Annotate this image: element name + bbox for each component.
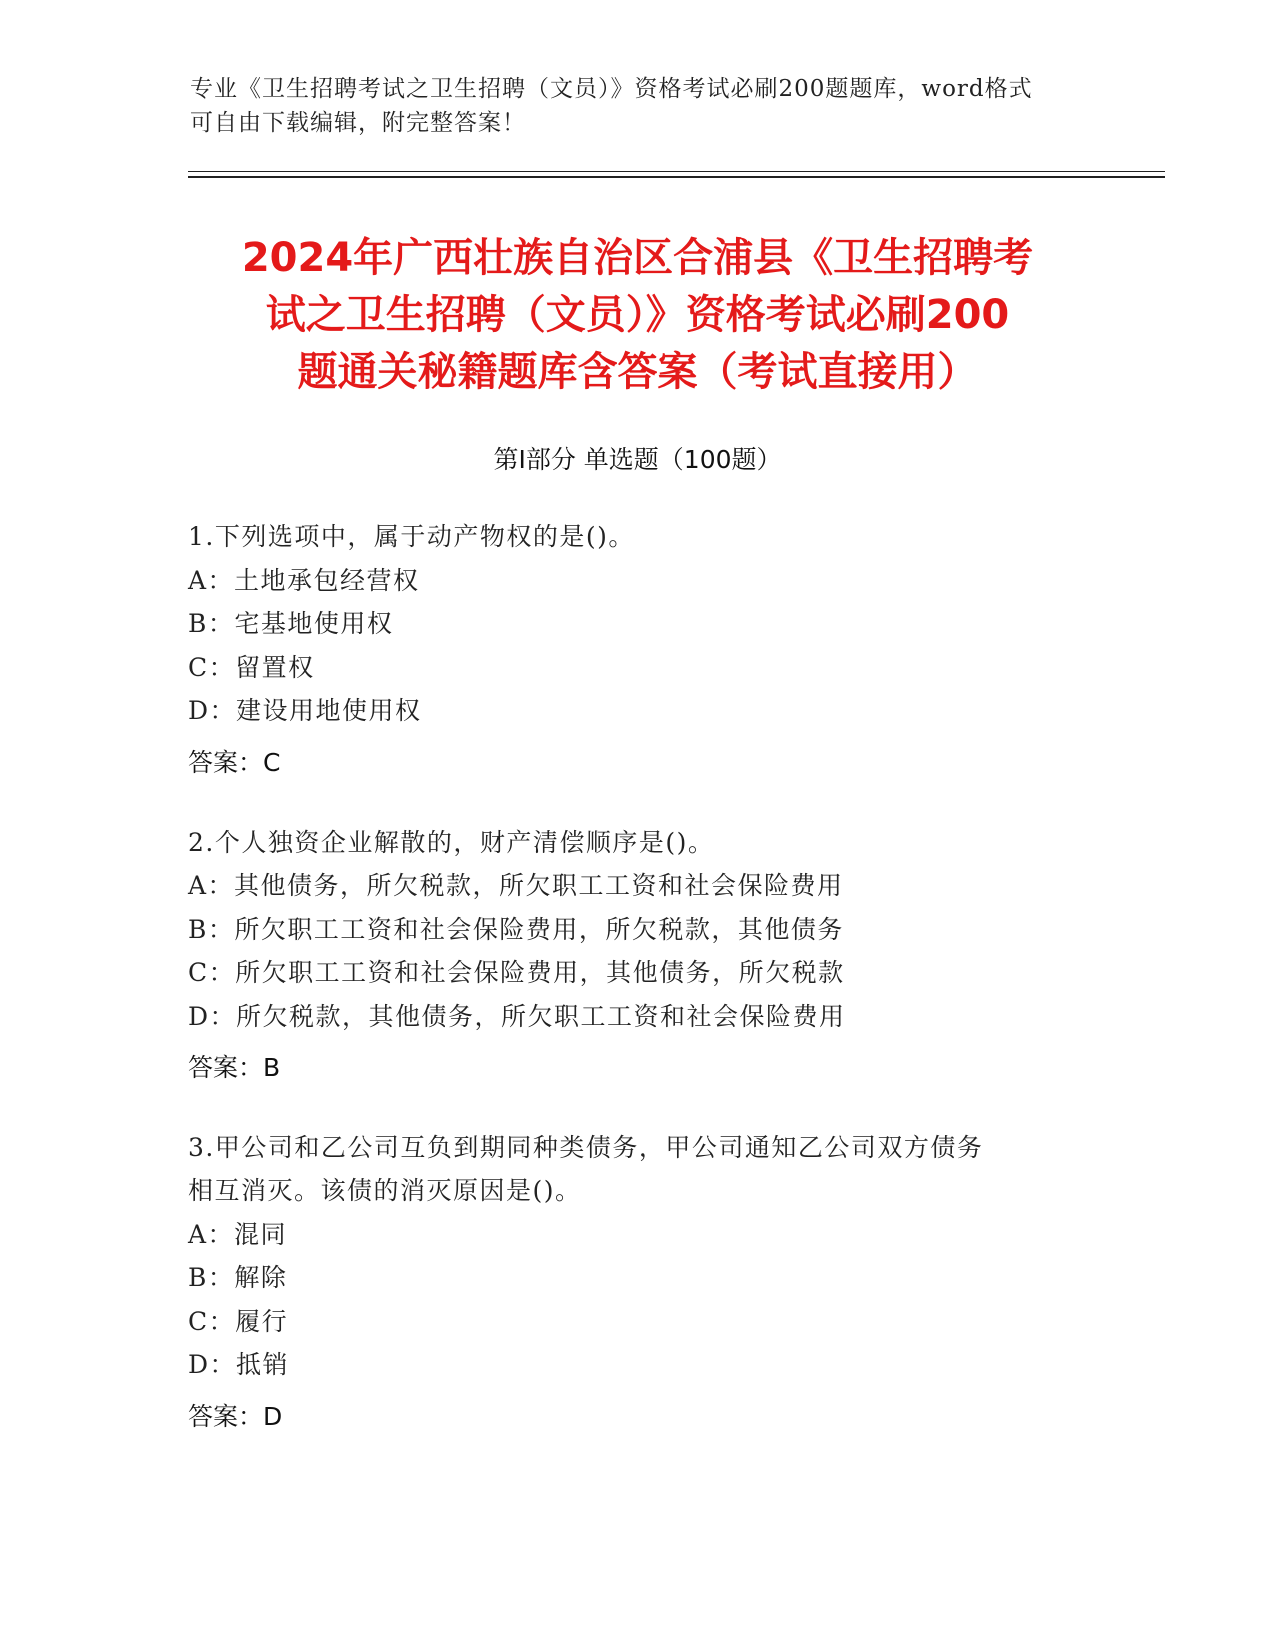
question-1-option-d: D：建设用地使用权 bbox=[188, 696, 422, 725]
question-2-option-a: A：其他债务，所欠税款，所欠职工工资和社会保险费用 bbox=[188, 871, 844, 900]
question-3-stem-line-1: 3.甲公司和乙公司互负到期同种类债务，甲公司通知乙公司双方债务 bbox=[188, 1133, 984, 1162]
header-note bbox=[190, 72, 1090, 140]
question-3-option-b: B：解除 bbox=[188, 1263, 288, 1292]
header-divider-thin bbox=[188, 171, 1165, 172]
header-note-line-2: 可自由下载编辑，附完整答案！ bbox=[190, 110, 526, 136]
question-1-option-b: B：宅基地使用权 bbox=[188, 609, 394, 638]
question-3-option-d: D：抵销 bbox=[188, 1350, 290, 1379]
question-3-option-a: A：混同 bbox=[188, 1220, 288, 1249]
header-divider-thick bbox=[188, 176, 1165, 178]
title-line-3: 题通关秘籍题库含答案（考试直接用） bbox=[297, 349, 978, 395]
question-3-option-c: C：履行 bbox=[188, 1307, 289, 1336]
title-line-2: 试之卫生招聘（文员）》资格考试必刷200 bbox=[265, 292, 1010, 338]
section-title: 第Ⅰ部分 单选题（100题） bbox=[493, 445, 782, 474]
question-2-option-c: C：所欠职工工资和社会保险费用，其他债务，所欠税款 bbox=[188, 958, 845, 987]
title-line-1: 2024年广西壮族自治区合浦县《卫生招聘考 bbox=[241, 235, 1034, 281]
question-2-stem: 2.个人独资企业解散的，财产清偿顺序是()。 bbox=[188, 828, 715, 857]
question-1-answer: 答案：C bbox=[188, 748, 281, 777]
question-2-answer: 答案：B bbox=[188, 1053, 281, 1082]
question-1-option-a: A：土地承包经营权 bbox=[188, 566, 420, 595]
question-1-stem: 1.下列选项中，属于动产物权的是()。 bbox=[188, 522, 635, 551]
question-3-stem-line-2: 相互消灭。该债的消灭原因是()。 bbox=[188, 1176, 582, 1205]
header-note-line-1: 专业《卫生招聘考试之卫生招聘（文员）》资格考试必刷200题题库，word格式 bbox=[190, 76, 1033, 102]
question-2-option-d: D：所欠税款，其他债务，所欠职工工资和社会保险费用 bbox=[188, 1002, 846, 1031]
question-1-option-c: C：留置权 bbox=[188, 653, 315, 682]
question-2-option-b: B：所欠职工工资和社会保险费用，所欠税款，其他债务 bbox=[188, 915, 844, 944]
document-title bbox=[140, 230, 1135, 401]
question-3-answer: 答案：D bbox=[188, 1402, 283, 1431]
